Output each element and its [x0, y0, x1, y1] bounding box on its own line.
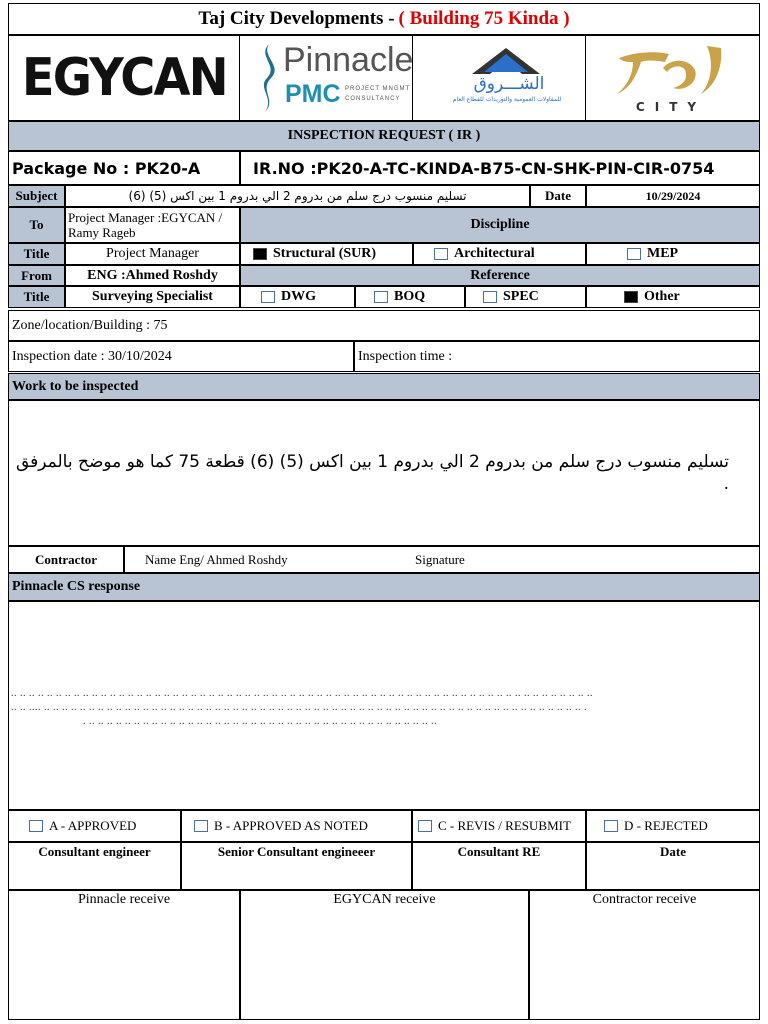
taj-mark-icon — [611, 40, 731, 102]
contractor-label: Contractor — [8, 546, 124, 573]
package-no: Package No : PK20-A — [8, 151, 240, 185]
pinnacle-logo — [241, 36, 414, 120]
architectural-label: Architectural — [454, 246, 535, 261]
from-value: ENG :Ahmed Roshdy — [65, 265, 240, 286]
approved-noted-label: B - APPROVED AS NOTED — [214, 818, 368, 833]
approved-label: A - APPROVED — [49, 818, 137, 833]
shorouk-logo — [414, 36, 584, 120]
dwg-label: DWG — [281, 289, 316, 304]
response-dots-1: .. .. .. .. .. .. .. .. .. .. .. .. .. .. .. .. .. .. .. .. .. .. .. .. .. .. .. .. .. .. .. .. .. .. .. .. .. .. .. .. .. .. .. .. .. .. .. .. .. .. .. .. .. .. .. .. .. .. .. .. .. .. .. .. .. — [11, 688, 593, 699]
status-revise[interactable] — [412, 810, 586, 842]
checkbox-dwg[interactable] — [261, 291, 275, 303]
shorouk-mark-icon — [466, 44, 546, 78]
inspection-time: Inspection time : — [354, 341, 760, 372]
checkbox-mep[interactable] — [627, 248, 641, 260]
taj-logo — [587, 36, 759, 120]
discipline-structural[interactable] — [240, 243, 413, 265]
egycan-logo-text: EGYCAN — [21, 48, 227, 108]
reference-label: Reference — [240, 265, 760, 286]
inspection-date: Inspection date : 30/10/2024 — [8, 341, 354, 372]
to-label: To — [8, 207, 65, 243]
status-approved-noted[interactable] — [181, 810, 412, 842]
spec-label: SPEC — [503, 289, 539, 304]
rejected-label: D - REJECTED — [624, 818, 708, 833]
work-label: Work to be inspected — [8, 373, 760, 400]
checkbox-boq[interactable] — [374, 291, 388, 303]
contractor-box — [124, 546, 760, 573]
checkbox-approved[interactable] — [29, 820, 43, 832]
response-label: Pinnacle CS response — [8, 573, 760, 601]
response-dots-2: .. .. .... .. .. .. .. .. .. .. .. .. .. .. .. .. .. .. .. .. .. .. .. .. .. .. .. .. .. .. .. .. .. .. .. .. .. .. .. .. .. .. .. .. .. .. .. .. .. .. .. .. .. .. .. .. .. .. .. .. .. .. .. . — [11, 702, 587, 713]
zone-location: Zone/location/Building : 75 — [8, 310, 760, 341]
reference-spec[interactable] — [465, 286, 586, 308]
checkbox-revise[interactable] — [418, 820, 432, 832]
title-value-2: Surveying Specialist — [65, 286, 240, 308]
date-label: Date — [530, 185, 586, 207]
other-label: Other — [644, 289, 680, 304]
title-value: Project Manager — [65, 243, 240, 265]
pinnacle-sub1: PROJECT MNGMT — [345, 86, 411, 92]
reference-boq[interactable] — [355, 286, 465, 308]
work-box — [8, 400, 760, 546]
checkbox-structural[interactable] — [253, 248, 267, 260]
date-value: 10/29/2024 — [586, 185, 760, 207]
contractor-signature: Signature — [415, 552, 465, 567]
signoff-senior-consultant: Senior Consultant engineeer — [181, 842, 412, 890]
work-description: تسليم منسوب درج سلم من بدروم 2 الي بدروم 1 بين اكس (5) (6) قطعة 75 كما هو موضح بالمرفق . — [15, 452, 729, 494]
response-dots-3: . .. .. .. .. .. .. .. .. .. .. .. .. .. .. .. .. .. .. .. .. .. .. .. .. .. .. .. .. .. .. .. .. .. .. .. .. .. .. .. — [83, 716, 437, 727]
signoff-consultant-re: Consultant RE — [412, 842, 586, 890]
status-rejected[interactable] — [586, 810, 760, 842]
checkbox-other[interactable] — [624, 291, 638, 303]
checkbox-spec[interactable] — [483, 291, 497, 303]
shorouk-sub-text: للمقاولات العمومية والتوريدات للقطاع العام — [452, 96, 562, 103]
reference-dwg[interactable] — [240, 286, 355, 308]
signoff-date: Date — [586, 842, 760, 890]
from-label: From — [8, 265, 65, 286]
discipline-architectural[interactable] — [413, 243, 586, 265]
checkbox-rejected[interactable] — [604, 820, 618, 832]
subject-label: Subject — [8, 185, 65, 207]
taj-city-text: CITY — [635, 100, 707, 114]
structural-label: Structural (SUR) — [273, 246, 377, 261]
subject-value: تسليم منسوب درج سلم من بدروم 2 الي بدروم 1 بين اكس (5) (6) — [65, 185, 530, 207]
reference-other[interactable] — [586, 286, 760, 308]
receive-contractor: Contractor receive — [529, 890, 760, 1020]
title-prefix: Taj City Developments - — [198, 8, 395, 29]
pinnacle-pmc-text: PMC — [285, 80, 341, 108]
divider — [585, 35, 586, 121]
to-value: Project Manager :EGYCAN / Ramy Rageb — [65, 207, 240, 243]
status-approved[interactable] — [8, 810, 181, 842]
title-label: Title — [8, 243, 65, 265]
checkbox-architectural[interactable] — [434, 248, 448, 260]
discipline-mep[interactable] — [586, 243, 760, 265]
section-title: INSPECTION REQUEST ( IR ) — [8, 121, 760, 151]
receive-pinnacle: Pinnacle receive — [8, 890, 240, 1020]
divider — [239, 35, 240, 121]
egycan-logo — [9, 36, 239, 120]
title-label-2: Title — [8, 286, 65, 308]
document-title — [8, 3, 760, 35]
boq-label: BOQ — [394, 289, 426, 304]
discipline-label: Discipline — [240, 207, 760, 243]
pinnacle-main-text: Pinnacle — [283, 41, 414, 79]
shorouk-arabic-text: الشـــروق — [473, 74, 545, 94]
pinnacle-mark-icon — [249, 42, 285, 114]
checkbox-approved-noted[interactable] — [194, 820, 208, 832]
contractor-name: Name Eng/ Ahmed Roshdy — [145, 552, 288, 567]
title-building: ( Building 75 Kinda ) — [398, 8, 570, 29]
pinnacle-sub2: CONSULTANCY — [345, 96, 401, 102]
signoff-consultant-engineer: Consultant engineer — [8, 842, 181, 890]
response-box[interactable] — [8, 601, 760, 810]
revise-label: C - REVIS / RESUBMIT — [438, 818, 571, 833]
receive-egycan: EGYCAN receive — [240, 890, 529, 1020]
ir-number: IR.NO :PK20-A-TC-KINDA-B75-CN-SHK-PIN-CIR-0754 — [240, 151, 760, 185]
mep-label: MEP — [647, 246, 679, 261]
